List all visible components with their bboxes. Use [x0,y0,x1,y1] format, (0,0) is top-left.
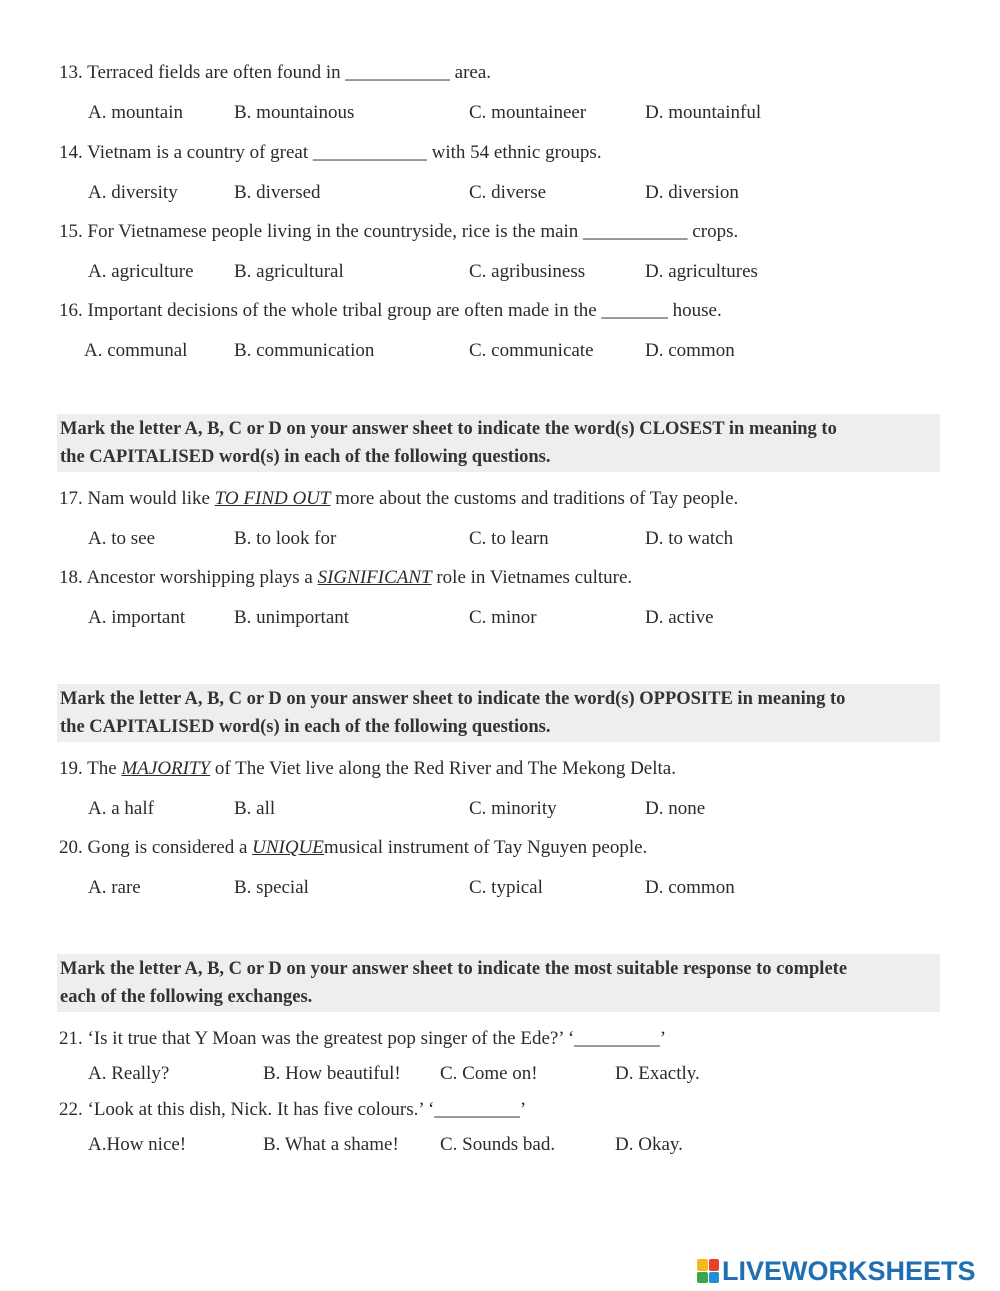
option-c[interactable]: C. to learn [469,528,549,549]
option-a[interactable]: A. mountain [88,102,183,123]
question-15-stem: 15. For Vietnamese people living in the countryside, rice is the main ___________ crops. [59,221,739,242]
logo-text: LIVEWORKSHEETS [722,1255,976,1286]
question-16-stem: 16. Important decisions of the whole tribal group are often made in the _______ house. [59,300,722,321]
question-21-stem: 21. ‘Is it true that Y Moan was the greatest pop singer of the Ede?’ ‘_________’ [59,1028,667,1049]
option-c[interactable]: C. typical [469,877,543,898]
liveworksheets-logo-icon [697,1259,719,1283]
option-b[interactable]: B. special [234,877,309,898]
option-d[interactable]: D. to watch [645,528,734,549]
option-b[interactable]: B. mountainous [234,102,355,123]
option-a[interactable]: A. diversity [88,182,178,203]
option-a[interactable]: A.How nice! [88,1134,187,1155]
question-19-stem: 19. The MAJORITY of The Viet live along the Red River and The Mekong Delta. [59,758,676,779]
option-d[interactable]: D. mountainful [645,102,762,123]
option-a[interactable]: A. a half [88,798,154,819]
option-a[interactable]: A. Really? [88,1063,170,1084]
option-b[interactable]: B. all [234,798,276,819]
option-a[interactable]: A. to see [88,528,156,549]
question-20-stem: 20. Gong is considered a UNIQUEmusical instrument of Tay Nguyen people. [59,837,648,858]
capitalised-word: UNIQUE [252,837,324,858]
option-c[interactable]: C. mountaineer [469,102,587,123]
question-22-stem: 22. ‘Look at this dish, Nick. It has five colours.’ ‘_________’ [59,1099,527,1120]
option-d[interactable]: D. active [645,607,714,628]
option-b[interactable]: B. How beautiful! [263,1063,401,1084]
option-d[interactable]: D. agricultures [645,261,758,282]
option-c[interactable]: C. minority [469,798,557,819]
option-b[interactable]: B. agricultural [234,261,344,282]
option-d[interactable]: D. common [645,877,735,898]
section-instruction-opposite: Mark the letter A, B, C or D on your answer sheet to indicate the word(s) OPPOSITE in meaning to the CAPITALISED word(s) in each of the following questions. [57,684,940,742]
section-instruction-response: Mark the letter A, B, C or D on your answer sheet to indicate the most suitable response to complete each of the following exchanges. [57,954,940,1012]
option-d[interactable]: D. Okay. [615,1134,683,1155]
option-c[interactable]: C. agribusiness [469,261,586,282]
question-13-stem: 13. Terraced fields are often found in ___________ area. [59,62,492,83]
option-d[interactable]: D. common [645,340,735,361]
option-a[interactable]: A. important [88,607,186,628]
capitalised-word: SIGNIFICANT [317,567,432,588]
section-instruction-closest: Mark the letter A, B, C or D on your answer sheet to indicate the word(s) CLOSEST in meaning to the CAPITALISED word(s) in each of the following questions. [57,414,940,472]
option-d[interactable]: D. diversion [645,182,739,203]
option-b[interactable]: B. unimportant [234,607,350,628]
option-c[interactable]: C. communicate [469,340,594,361]
option-d[interactable]: D. none [645,798,706,819]
question-14-stem: 14. Vietnam is a country of great ____________ with 54 ethnic groups. [59,142,602,163]
option-d[interactable]: D. Exactly. [615,1063,700,1084]
option-c[interactable]: C. diverse [469,182,547,203]
option-a[interactable]: A. rare [88,877,141,898]
liveworksheets-logo[interactable] [697,1255,976,1286]
capitalised-word: TO FIND OUT [214,488,331,509]
capitalised-word: MAJORITY [121,758,211,779]
question-17-stem: 17. Nam would like TO FIND OUT more about the customs and traditions of Tay people. [59,488,739,509]
option-c[interactable]: C. minor [469,607,537,628]
option-b[interactable]: B. to look for [234,528,337,549]
question-18-stem: 18. Ancestor worshipping plays a SIGNIFICANT role in Vietnames culture. [59,567,633,588]
option-a[interactable]: A. agriculture [88,261,194,282]
option-b[interactable]: B. diversed [234,182,321,203]
option-b[interactable]: B. communication [234,340,375,361]
option-b[interactable]: B. What a shame! [263,1134,399,1155]
option-c[interactable]: C. Come on! [440,1063,538,1084]
option-a[interactable]: A. communal [84,340,188,361]
option-c[interactable]: C. Sounds bad. [440,1134,556,1155]
